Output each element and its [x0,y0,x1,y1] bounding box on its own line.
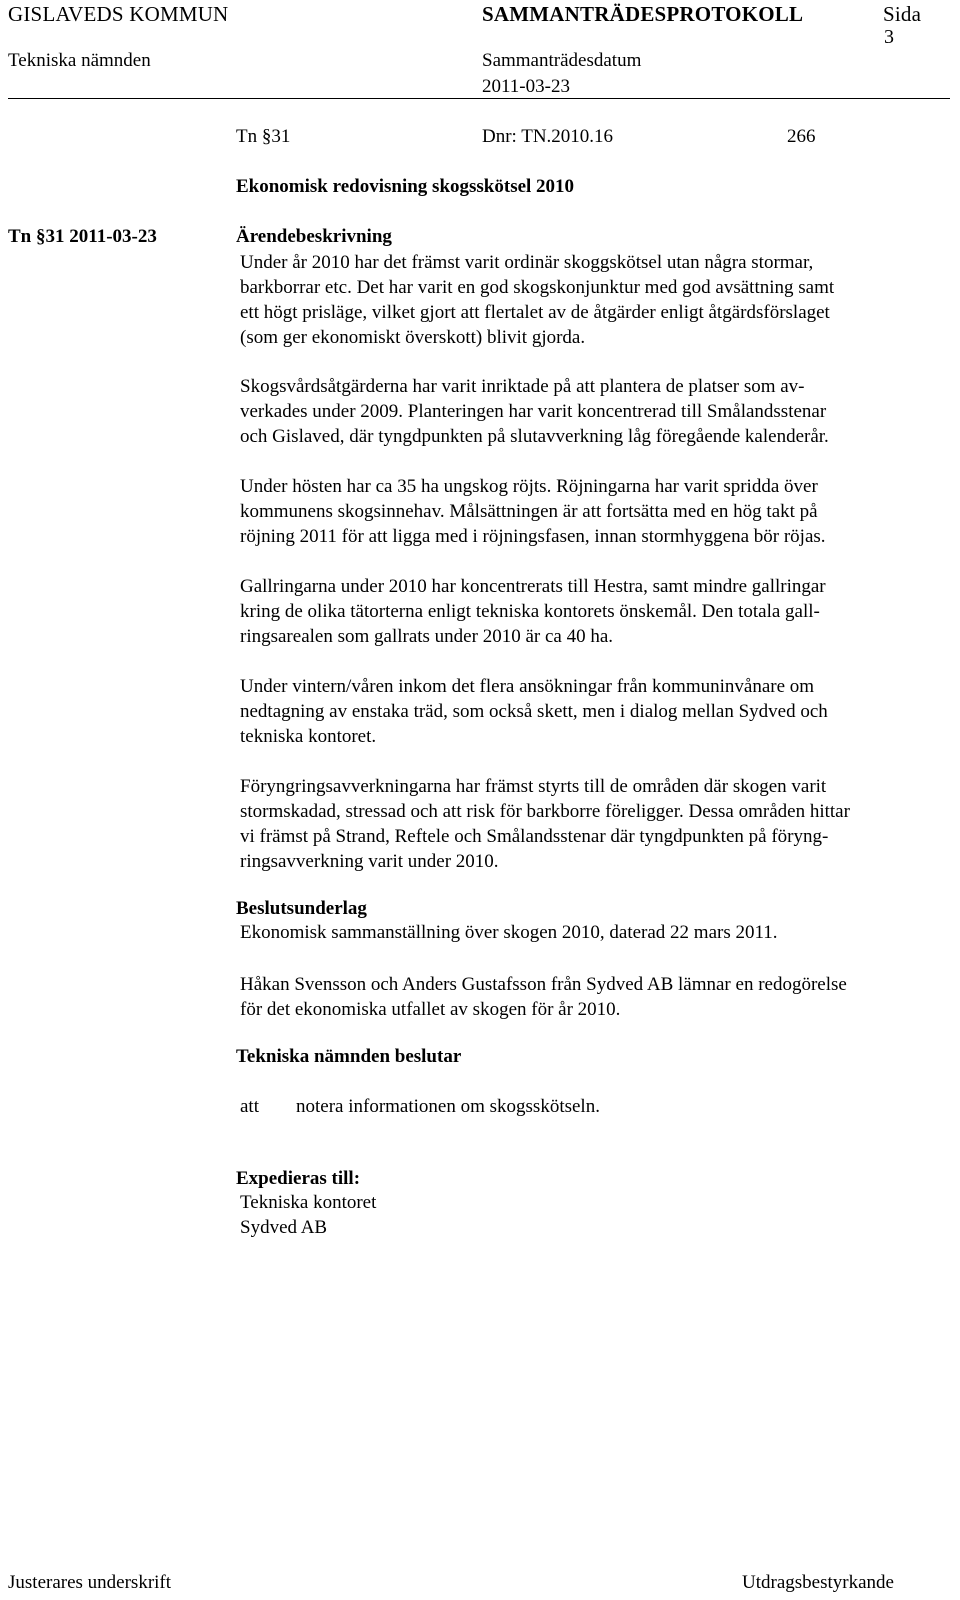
decision-heading: Tekniska nämnden beslutar [236,1046,462,1067]
dispatch-recipient: Sydved AB [240,1217,328,1238]
margin-reference: Tn §31 2011-03-23 [8,226,157,247]
meeting-date: 2011-03-23 [482,76,570,97]
case-dnr: Dnr: TN.2010.16 [482,126,614,147]
description-paragraph-5: Under vintern/våren inkom det flera ansökningar från kommuninvånare om nedtagning av enstaka träd, som också skett, men i dialog mellan Sydved och tekniska kontoret. [240,676,828,747]
case-number: 266 [787,126,816,147]
committee-name: Tekniska nämnden [8,50,151,71]
certification-label: Utdragsbestyrkande [742,1572,894,1593]
decision-text: notera informationen om skogsskötseln. [296,1096,600,1117]
description-paragraph-4: Gallringarna under 2010 har koncentrerats till Hestra, samt mindre gallringar kring de olika tätorterna enligt tekniska kontorets önskemål. Den totala gall- ringsarealen som gallrats under 2010 är ca 40 ha. [240,576,826,647]
basis-heading: Beslutsunderlag [236,898,367,919]
case-section: Tn §31 [236,126,291,147]
header-divider [8,98,950,99]
dispatch-recipient: Tekniska kontoret [240,1192,377,1213]
document-type: SAMMANTRÄDESPROTOKOLL [482,2,804,26]
page-label: Sida [883,2,922,26]
description-paragraph-2: Skogsvårdsåtgärderna har varit inriktade på att plantera de platser som av- verkades under 2009. Planteringen har varit koncentrerad till Smålandsstenar och Gislaved, där tyngdpunkten på slutavverkning låg föregående kalenderår. [240,376,829,447]
dispatch-heading: Expedieras till: [236,1168,361,1189]
case-title: Ekonomisk redovisning skogsskötsel 2010 [236,176,575,197]
description-paragraph-6: Föryngringsavverkningarna har främst styrts till de områden där skogen varit stormskadad, stressad och att risk för barkborre föreligger. Dessa områden hittar vi främst på Strand, Reftele och Smålandsstenar där tyngdpunkten på föryng- ringsavverkning varit under 2010. [240,776,850,872]
decision-att: att [240,1096,259,1117]
description-paragraph-3: Under hösten har ca 35 ha ungskog röjts. Röjningarna har varit spridda över kommunens skogsinnehav. Målsättningen är att fortsätta med en hög takt på röjning 2011 för att ligga med i röjningsfasen, innan stormhyggena bör röjas. [240,476,826,547]
signature-label: Justerares underskrift [8,1572,172,1593]
meeting-date-label: Sammanträdesdatum [482,50,642,71]
basis-line: Ekonomisk sammanställning över skogen 2010, daterad 22 mars 2011. [240,922,778,943]
report-paragraph: Håkan Svensson och Anders Gustafsson från Sydved AB lämnar en redogörelse för det ekonomiska utfallet av skogen för år 2010. [240,974,847,1020]
page-number: 3 [884,26,894,48]
description-paragraph-1: Under år 2010 har det främst varit ordinär skoggskötsel utan några stormar, barkborrar etc. Det har varit en god skogskonjunktur med god avsättning samt ett högt prisläge, vilket gjort att flertalet av de åtgärder enligt åtgärdsförslaget (som ger ekonomiskt överskott) blivit gjorda. [240,252,835,348]
org-name: GISLAVEDS KOMMUN [8,2,229,26]
description-heading: Ärendebeskrivning [236,226,392,247]
